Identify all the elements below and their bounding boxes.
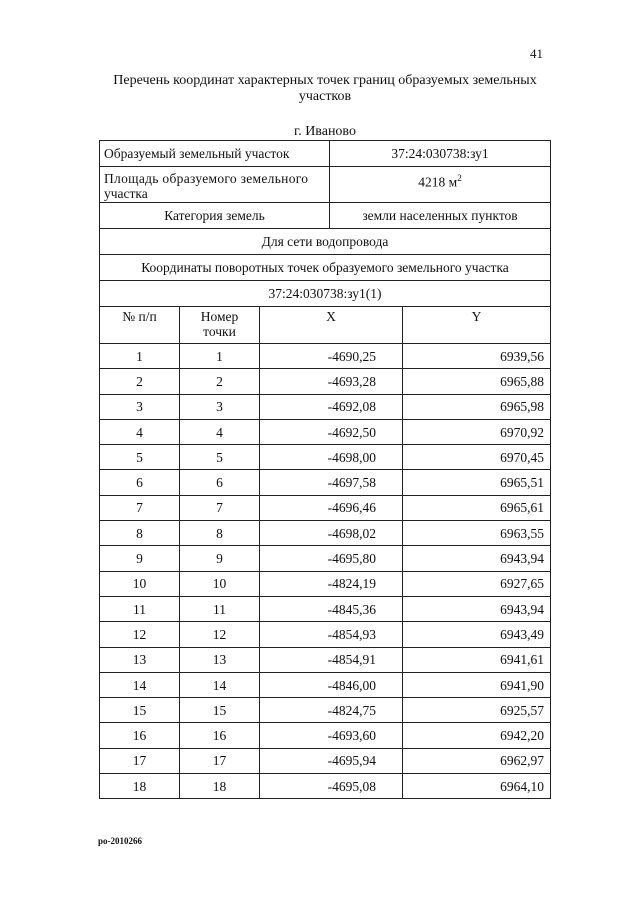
cell-point: 11 xyxy=(180,596,260,621)
cell-y: 6970,92 xyxy=(403,419,551,444)
cell-y: 6964,10 xyxy=(403,774,551,799)
cell-point: 12 xyxy=(180,622,260,647)
cell-num: 6 xyxy=(100,470,180,495)
cell-x: -4690,25 xyxy=(260,344,403,369)
parcel-row xyxy=(100,141,551,167)
cell-point: 1 xyxy=(180,344,260,369)
parcel-value: 37:24:030738:зу1 xyxy=(330,141,551,167)
purpose-text: Для сети водопровода xyxy=(100,229,551,255)
table-row xyxy=(100,344,551,369)
cell-y: 6939,56 xyxy=(403,344,551,369)
cell-num: 10 xyxy=(100,571,180,596)
table-row xyxy=(100,495,551,520)
table-row xyxy=(100,369,551,394)
area-label xyxy=(100,167,330,203)
table-row xyxy=(100,698,551,723)
cell-point: 17 xyxy=(180,748,260,773)
cell-x: -4698,00 xyxy=(260,445,403,470)
cell-y: 6963,55 xyxy=(403,521,551,546)
cell-num: 2 xyxy=(100,369,180,394)
cell-num: 3 xyxy=(100,394,180,419)
cell-y: 6943,94 xyxy=(403,546,551,571)
cell-point: 8 xyxy=(180,521,260,546)
cell-point: 7 xyxy=(180,495,260,520)
cell-x: -4696,46 xyxy=(260,495,403,520)
cell-num: 12 xyxy=(100,622,180,647)
contour-id: 37:24:030738:зу1(1) xyxy=(100,281,551,307)
contour-row xyxy=(100,281,551,307)
cell-x: -4845,36 xyxy=(260,596,403,621)
cell-x: -4854,93 xyxy=(260,622,403,647)
area-row xyxy=(100,167,551,203)
cell-x: -4698,02 xyxy=(260,521,403,546)
cell-x: -4854,91 xyxy=(260,647,403,672)
page-number: 41 xyxy=(530,46,543,61)
cell-y: 6962,97 xyxy=(403,748,551,773)
cell-y: 6927,65 xyxy=(403,571,551,596)
cell-num: 11 xyxy=(100,596,180,621)
coordinates-table xyxy=(99,140,551,799)
title-line-1: Перечень координат характерных точек границ образуемых земельных xyxy=(113,73,537,88)
cell-point: 3 xyxy=(180,394,260,419)
cell-y: 6965,51 xyxy=(403,470,551,495)
table-row xyxy=(100,723,551,748)
coords-caption-row xyxy=(100,255,551,281)
coords-caption: Координаты поворотных точек образуемого земельного участка xyxy=(100,255,551,281)
table-row xyxy=(100,445,551,470)
cell-y: 6970,45 xyxy=(403,445,551,470)
purpose-row xyxy=(100,229,551,255)
area-unit-superscript: 2 xyxy=(457,173,462,183)
cell-point: 15 xyxy=(180,698,260,723)
cell-y: 6943,94 xyxy=(403,596,551,621)
cell-num: 8 xyxy=(100,521,180,546)
cell-x: -4824,19 xyxy=(260,571,403,596)
header-x: X xyxy=(260,307,403,344)
cell-point: 4 xyxy=(180,419,260,444)
header-y: Y xyxy=(403,307,551,344)
cell-y: 6965,98 xyxy=(403,394,551,419)
header-point-line-2: точки xyxy=(203,324,236,339)
footer-code: ро-2010266 xyxy=(98,836,143,846)
parcel-label: Образуемый земельный участок xyxy=(100,141,330,167)
cell-point: 16 xyxy=(180,723,260,748)
cell-x: -4693,28 xyxy=(260,369,403,394)
header-point-line-1: Номер xyxy=(200,309,239,324)
cell-x: -4695,08 xyxy=(260,774,403,799)
cell-y: 6925,57 xyxy=(403,698,551,723)
category-row xyxy=(100,203,551,229)
cell-y: 6942,20 xyxy=(403,723,551,748)
cell-point: 2 xyxy=(180,369,260,394)
cell-x: -4693,60 xyxy=(260,723,403,748)
cell-y: 6941,90 xyxy=(403,672,551,697)
area-value: 4218 м xyxy=(418,174,458,190)
cell-point: 10 xyxy=(180,571,260,596)
table-row xyxy=(100,546,551,571)
cell-point: 9 xyxy=(180,546,260,571)
table-row xyxy=(100,748,551,773)
cell-num: 18 xyxy=(100,774,180,799)
cell-point: 13 xyxy=(180,647,260,672)
table-row xyxy=(100,596,551,621)
cell-y: 6965,61 xyxy=(403,495,551,520)
cell-num: 17 xyxy=(100,748,180,773)
cell-x: -4695,80 xyxy=(260,546,403,571)
table-row xyxy=(100,419,551,444)
cell-y: 6943,49 xyxy=(403,622,551,647)
table-row xyxy=(100,521,551,546)
cell-num: 16 xyxy=(100,723,180,748)
area-value-cell xyxy=(330,167,551,203)
area-label-line-2: участка xyxy=(104,186,148,201)
table-row xyxy=(100,571,551,596)
cell-point: 5 xyxy=(180,445,260,470)
category-value: земли населенных пунктов xyxy=(330,203,551,229)
cell-y: 6965,88 xyxy=(403,369,551,394)
cell-num: 14 xyxy=(100,672,180,697)
table-row xyxy=(100,774,551,799)
table-row xyxy=(100,672,551,697)
cell-x: -4692,08 xyxy=(260,394,403,419)
table-row xyxy=(100,647,551,672)
cell-x: -4846,00 xyxy=(260,672,403,697)
cell-x: -4692,50 xyxy=(260,419,403,444)
page-title xyxy=(100,73,550,105)
cell-x: -4695,94 xyxy=(260,748,403,773)
cell-num: 9 xyxy=(100,546,180,571)
cell-num: 5 xyxy=(100,445,180,470)
cell-point: 18 xyxy=(180,774,260,799)
table-row xyxy=(100,622,551,647)
cell-point: 6 xyxy=(180,470,260,495)
area-label-line-1: Площадь образуемого земельного xyxy=(104,171,309,186)
header-num: № п/п xyxy=(100,307,180,344)
cell-x: -4824,75 xyxy=(260,698,403,723)
category-label: Категория земель xyxy=(100,203,330,229)
cell-num: 13 xyxy=(100,647,180,672)
city-name: г. Иваново xyxy=(294,124,356,139)
cell-y: 6941,61 xyxy=(403,647,551,672)
cell-point: 14 xyxy=(180,672,260,697)
header-point xyxy=(180,307,260,344)
cell-num: 7 xyxy=(100,495,180,520)
cell-x: -4697,58 xyxy=(260,470,403,495)
cell-num: 1 xyxy=(100,344,180,369)
cell-num: 4 xyxy=(100,419,180,444)
title-line-2: участков xyxy=(298,89,352,104)
column-header-row xyxy=(100,307,551,344)
cell-num: 15 xyxy=(100,698,180,723)
table-row xyxy=(100,394,551,419)
table-row xyxy=(100,470,551,495)
